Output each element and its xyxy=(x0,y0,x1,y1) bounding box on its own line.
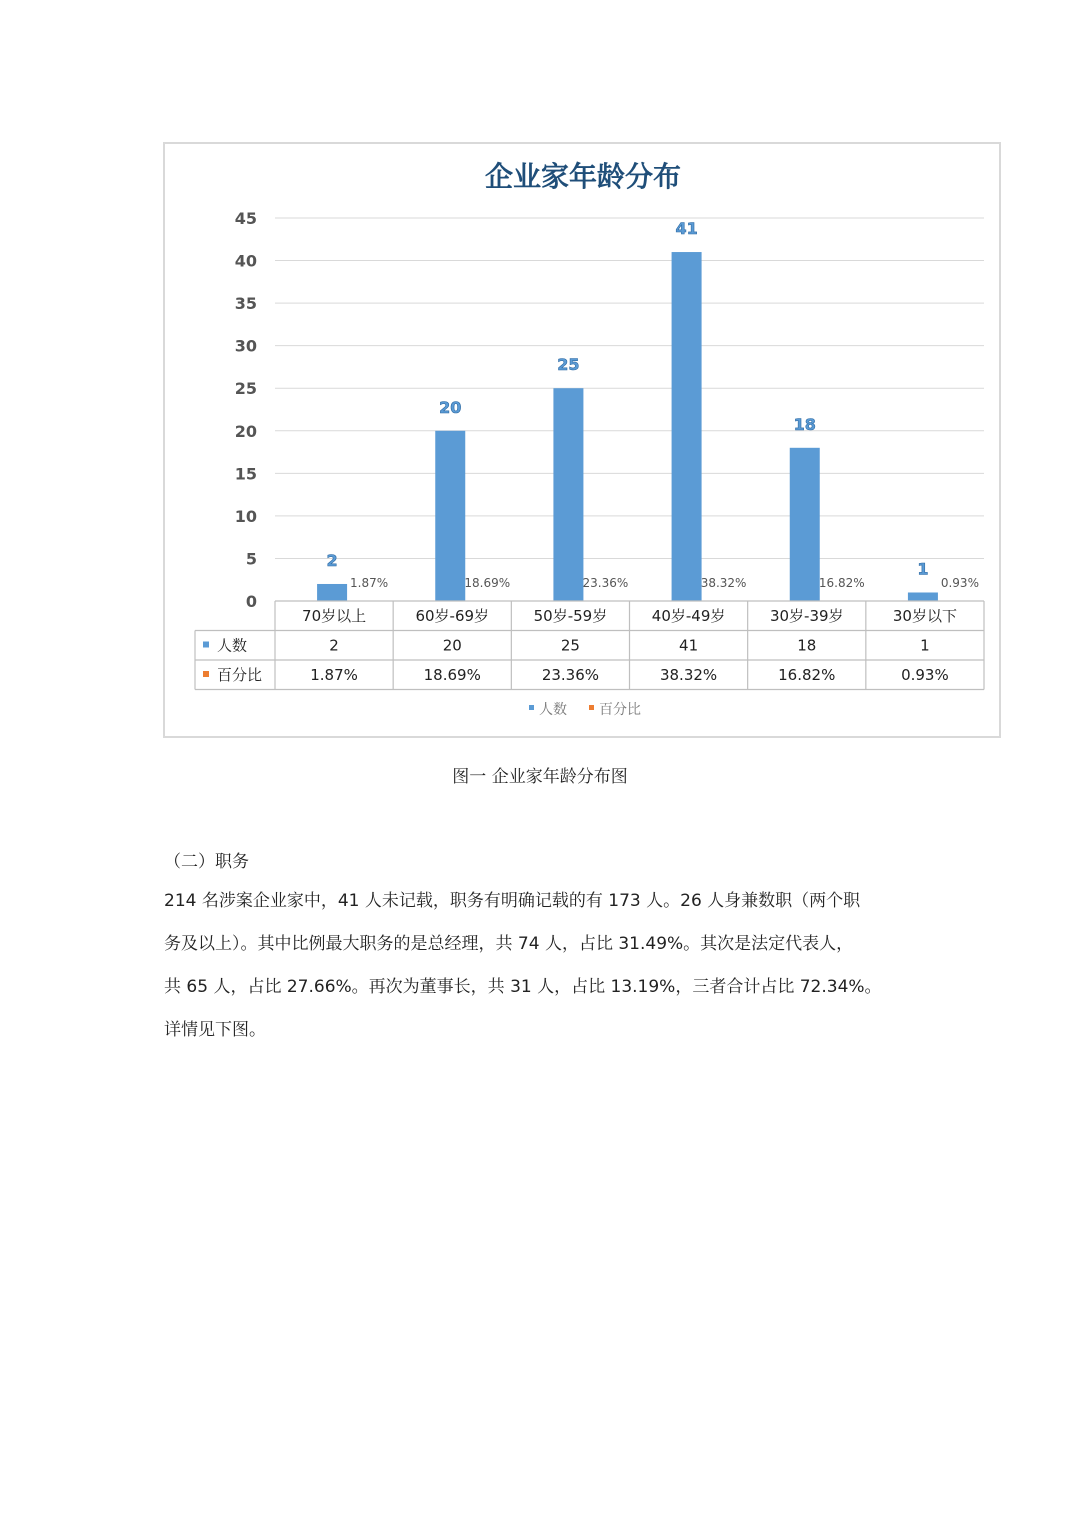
table-cell-percent: 0.93% xyxy=(901,666,949,684)
row-header-percent: 百分比 xyxy=(217,666,263,684)
y-tick-label: 0 xyxy=(245,592,257,611)
category-label: 50岁-59岁 xyxy=(533,607,608,625)
table-cell-percent: 16.82% xyxy=(778,666,836,684)
bar-value-label: 25 xyxy=(557,355,580,375)
y-tick-label: 40 xyxy=(234,251,257,271)
bar xyxy=(790,448,820,601)
category-label: 30岁以下 xyxy=(892,607,957,625)
bar xyxy=(435,431,465,601)
section-heading: （二）职务 xyxy=(164,852,249,872)
y-tick-label: 15 xyxy=(234,464,257,484)
legend-label-people: 人数 xyxy=(539,702,567,718)
bar-value-label: 1 xyxy=(917,559,929,579)
y-tick-label: 25 xyxy=(234,379,257,399)
table-cell-people: 41 xyxy=(679,636,699,655)
percent-data-label: 18.69% xyxy=(464,576,511,590)
chart-title: 企业家年龄分布 xyxy=(484,160,682,193)
chart-frame xyxy=(163,142,1001,738)
series-key-people xyxy=(203,642,209,648)
legend-marker-people xyxy=(529,705,534,710)
legend-label-percent: 百分比 xyxy=(599,702,641,718)
table-cell-percent: 18.69% xyxy=(423,666,481,684)
paragraph-line: 214 名涉案企业家中，41 人未记载，职务有明确记载的有 173 人。26 人身兼数职（两个职 xyxy=(164,891,861,911)
table-cell-people: 1 xyxy=(920,636,930,655)
category-label: 60岁-69岁 xyxy=(415,607,490,625)
paragraph xyxy=(164,880,924,1052)
table-cell-percent: 23.36% xyxy=(541,666,600,684)
table-cell-percent: 1.87% xyxy=(310,666,358,684)
paragraph-line: 务及以上）。其中比例最大职务的是总经理，共 74 人，占比 31.49%。其次是法定代表人， xyxy=(164,934,854,954)
category-label: 70岁以上 xyxy=(302,607,367,625)
bar-value-label: 20 xyxy=(439,397,462,417)
percent-data-label: 23.36% xyxy=(582,576,629,590)
bar-value-label: 41 xyxy=(675,219,698,239)
bar xyxy=(908,592,938,601)
category-label: 30岁-39岁 xyxy=(769,607,844,625)
y-tick-label: 10 xyxy=(234,506,257,526)
series-key-percent xyxy=(203,671,209,677)
y-tick-label: 20 xyxy=(234,421,257,441)
bar xyxy=(672,252,702,601)
legend-marker-percent xyxy=(589,705,594,710)
table-cell-percent: 38.32% xyxy=(659,666,718,684)
percent-data-label: 16.82% xyxy=(818,576,865,590)
bar xyxy=(553,388,583,601)
category-label: 40岁-49岁 xyxy=(651,607,726,625)
y-tick-label: 45 xyxy=(234,209,257,228)
age-distribution-chart xyxy=(165,144,999,736)
y-tick-label: 30 xyxy=(234,336,257,356)
table-cell-people: 25 xyxy=(560,636,580,655)
bar xyxy=(317,584,347,601)
percent-data-label: 0.93% xyxy=(940,576,979,590)
figure-caption: 图一 企业家年龄分布图 xyxy=(452,767,628,787)
bar-value-label: 18 xyxy=(793,414,816,434)
paragraph-line: 详情见下图。 xyxy=(164,1020,266,1040)
percent-data-label: 1.87% xyxy=(350,576,389,590)
percent-data-label: 38.32% xyxy=(700,576,747,590)
table-cell-people: 20 xyxy=(442,636,462,655)
table-cell-people: 18 xyxy=(797,636,817,655)
row-header-people: 人数 xyxy=(217,636,248,655)
y-tick-label: 5 xyxy=(245,549,257,569)
table-cell-people: 2 xyxy=(329,636,339,655)
bar-value-label: 2 xyxy=(326,550,338,570)
paragraph-line: 共 65 人，占比 27.66%。再次为董事长，共 31 人，占比 13.19%，三者合计占比 72.34%。 xyxy=(164,977,882,997)
y-tick-label: 35 xyxy=(234,294,257,314)
